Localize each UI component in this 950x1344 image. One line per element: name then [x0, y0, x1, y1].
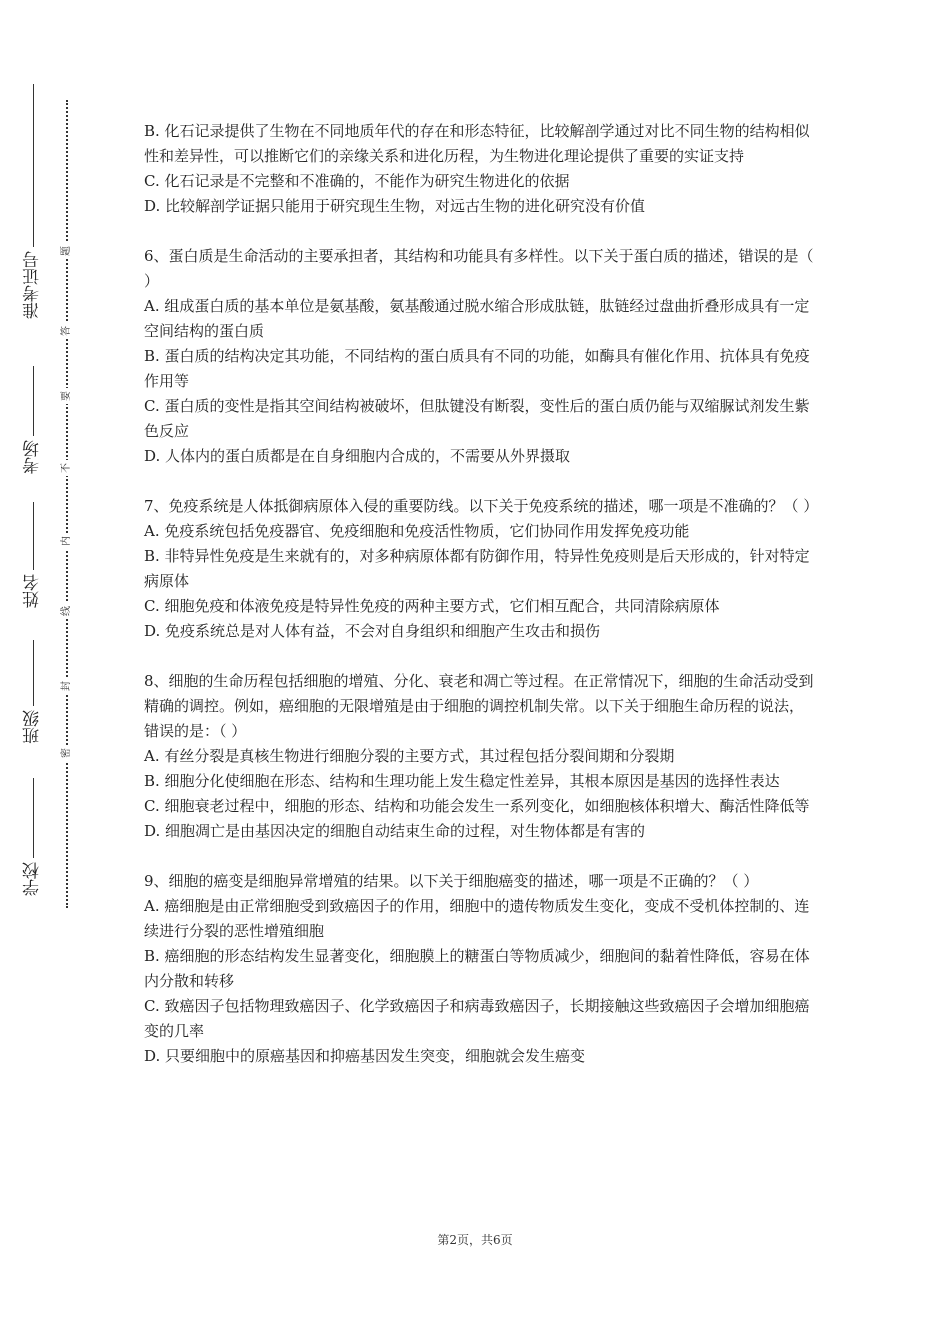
option-b: B. 细胞分化使细胞在形态、结构和生理功能上发生稳定性差异，其根本原因是基因的选择性表达 — [144, 772, 780, 790]
seal-line — [60, 100, 74, 908]
option-c: C. 细胞衰老过程中，细胞的形态、结构和功能会发生一系列变化，如细胞核体积增大、酶活性降低等 — [144, 797, 810, 815]
candidate-number-blank[interactable] — [33, 84, 34, 247]
option-d: D. 人体内的蛋白质都是在自身细胞内合成的，不需要从外界摄取 — [144, 447, 571, 465]
seal-char: 封 — [58, 678, 76, 694]
option-b: B. 化石记录提供了生物在不同地质年代的存在和形态特征，比较解剖学通过对比不同生物的结构相似性和差异性，可以推断它们的亲缘关系和进化历程，为生物进化理论提供了重要的实证支持 — [144, 122, 810, 165]
name-label: 姓名 — [23, 574, 43, 608]
option-c: C. 蛋白质的变性是指其空间结构被破坏，但肽键没有断裂，变性后的蛋白质仍能与双缩脲试剂发生紫色反应 — [144, 397, 810, 440]
seal-char: 密 — [58, 745, 76, 761]
seal-char: 线 — [58, 603, 76, 619]
page-number: 第2页，共6页 — [437, 1233, 513, 1247]
option-c: C. 化石记录是不完整和不准确的，不能作为研究生物进化的依据 — [144, 172, 570, 190]
seal-char: 不 — [58, 460, 76, 476]
question-8 — [144, 669, 816, 844]
option-a: A. 组成蛋白质的基本单位是氨基酸，氨基酸通过脱水缩合形成肽链，肽链经过盘曲折叠形成具有一定空间结构的蛋白质 — [144, 297, 810, 340]
option-a: A. 癌细胞是由正常细胞受到致癌因子的作用，细胞中的遗传物质发生变化，变成不受机体控制的、连续进行分裂的恶性增殖细胞 — [144, 897, 810, 940]
exam-room-blank[interactable] — [33, 366, 34, 436]
question-stem: 6、蛋白质是生命活动的主要承担者，其结构和功能具有多样性。以下关于蛋白质的描述，错误的是（ ） — [144, 247, 814, 290]
exam-room-label: 考场 — [23, 440, 43, 474]
question-stem: 8、细胞的生命历程包括细胞的增殖、分化、衰老和凋亡等过程。在正常情况下，细胞的生命活动受到精确的调控。例如，癌细胞的无限增殖是由于细胞的调控机制失常。以下关于细胞生命历程的说法，错误的是：（ ） — [144, 672, 814, 740]
exam-room-field[interactable] — [20, 366, 46, 478]
question-content — [144, 119, 819, 1094]
question-9 — [144, 869, 816, 1069]
name-field[interactable] — [20, 502, 46, 612]
school-field[interactable] — [20, 778, 46, 900]
option-a: A. 有丝分裂是真核生物进行细胞分裂的主要方式，其过程包括分裂间期和分裂期 — [144, 747, 675, 765]
class-blank[interactable] — [33, 640, 34, 706]
seal-char: 答 — [58, 323, 76, 339]
seal-dotted-line — [66, 100, 68, 908]
candidate-number-field[interactable] — [20, 84, 46, 323]
seal-char: 题 — [58, 243, 76, 259]
question-5-continued — [144, 119, 816, 219]
option-b: B. 癌细胞的形态结构发生显著变化，细胞膜上的糖蛋白等物质减少，细胞间的黏着性降低，容易在体内分散和转移 — [144, 947, 810, 990]
class-field[interactable] — [20, 640, 46, 748]
option-b: B. 蛋白质的结构决定其功能，不同结构的蛋白质具有不同的功能，如酶具有催化作用、抗体具有免疫作用等 — [144, 347, 810, 390]
option-c: C. 细胞免疫和体液免疫是特异性免疫的两种主要方式，它们相互配合，共同清除病原体 — [144, 597, 720, 615]
question-7 — [144, 494, 819, 644]
candidate-number-label: 准考证号 — [23, 251, 43, 319]
question-stem: 9、细胞的癌变是细胞异常增殖的结果。以下关于细胞癌变的描述，哪一项是不正确的？（ ） — [144, 872, 759, 890]
option-d: D. 比较解剖学证据只能用于研究现生生物，对远古生物的进化研究没有价值 — [144, 197, 646, 215]
option-d: D. 只要细胞中的原癌基因和抑癌基因发生突变，细胞就会发生癌变 — [144, 1047, 586, 1065]
option-d: D. 免疫系统总是对人体有益，不会对自身组织和细胞产生攻击和损伤 — [144, 622, 601, 640]
name-blank[interactable] — [33, 502, 34, 570]
school-label: 学校 — [23, 862, 43, 896]
class-label: 班级 — [23, 710, 43, 744]
question-6 — [144, 244, 816, 469]
option-b: B. 非特异性免疫是生来就有的，对多种病原体都有防御作用，特异性免疫则是后天形成的，针对特定病原体 — [144, 547, 810, 590]
option-a: A. 免疫系统包括免疫器官、免疫细胞和免疫活性物质，它们协同作用发挥免疫功能 — [144, 522, 690, 540]
option-d: D. 细胞凋亡是由基因决定的细胞自动结束生命的过程，对生物体都是有害的 — [144, 822, 646, 840]
seal-char: 内 — [58, 533, 76, 549]
question-stem: 7、免疫系统是人体抵御病原体入侵的重要防线。以下关于免疫系统的描述，哪一项是不准确的？（ ） — [144, 497, 819, 515]
page-footer — [0, 1232, 950, 1248]
school-blank[interactable] — [33, 778, 34, 858]
option-c: C. 致癌因子包括物理致癌因子、化学致癌因子和病毒致癌因子，长期接触这些致癌因子会增加细胞癌变的几率 — [144, 997, 810, 1040]
seal-char: 要 — [58, 388, 76, 404]
